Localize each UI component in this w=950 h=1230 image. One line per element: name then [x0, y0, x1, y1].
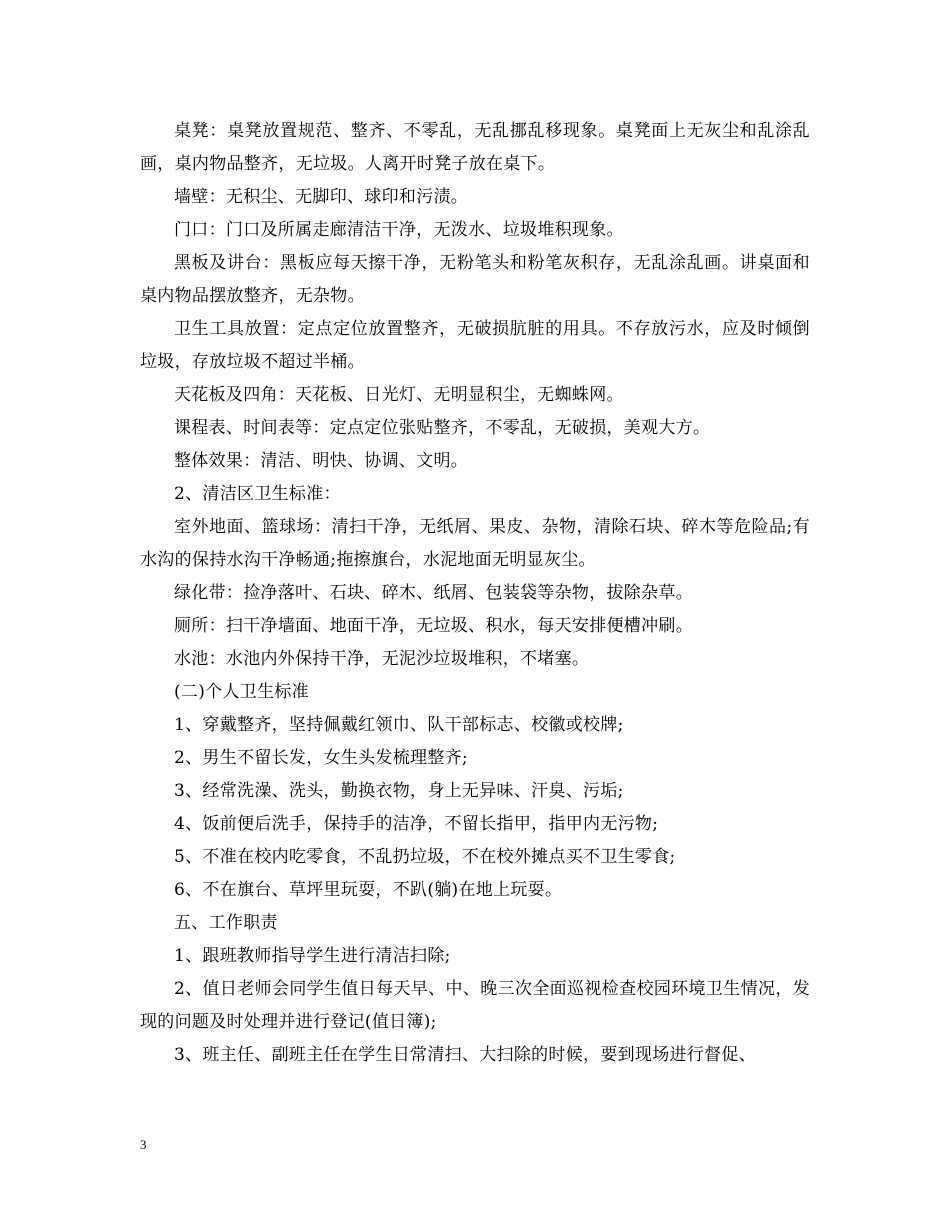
list-item: 2、值日老师会同学生值日每天早、中、晚三次全面巡视检查校园环境卫生情况，发现的问题及时处理并进行登记(值日簿);: [140, 979, 810, 1032]
paragraph: 门口：门口及所属走廊清洁干净，无泼水、垃圾堆积现象。: [174, 220, 624, 240]
list-item: 4、饭前便后洗手，保持手的洁净，不留长指甲，指甲内无污物;: [174, 814, 659, 834]
page-number: 3: [140, 1137, 147, 1152]
paragraph: 整体效果：清洁、明快、协调、文明。: [174, 451, 469, 471]
document-body: [140, 115, 810, 1072]
list-item: 1、穿戴整齐，坚持佩戴红领巾、队干部标志、校徽或校牌;: [174, 715, 624, 735]
paragraph: 墙壁：无积尘、无脚印、球印和污渍。: [174, 187, 469, 207]
list-item: 1、跟班教师指导学生进行清洁扫除;: [174, 946, 451, 966]
list-item: 3、经常洗澡、洗头，勤换衣物，身上无异味、汗臭、污垢;: [174, 781, 624, 801]
list-item: 6、不在旗台、草坪里玩耍，不趴(躺)在地上玩耍。: [174, 880, 563, 900]
paragraph: 水池：水池内外保持干净，无泥沙垃圾堆积，不堵塞。: [174, 649, 590, 669]
section-heading: 五、工作职责: [174, 913, 278, 933]
paragraph: 绿化带：捡净落叶、石块、碎木、纸屑、包装袋等杂物，拔除杂草。: [174, 583, 693, 603]
list-item: 2、男生不留长发，女生头发梳理整齐;: [174, 748, 468, 768]
list-item: 5、不准在校内吃零食，不乱扔垃圾，不在校外摊点买不卫生零食;: [174, 847, 676, 867]
paragraph: 课程表、时间表等：定点定位张贴整齐，不零乱，无破损，美观大方。: [174, 418, 711, 438]
paragraph: 厕所：扫干净墙面、地面干净，无垃圾、积水，每天安排便槽冲刷。: [174, 616, 693, 636]
list-item: 3、班主任、副班主任在学生日常清扫、大扫除的时候，要到现场进行督促、: [174, 1045, 757, 1065]
paragraph: 卫生工具放置：定点定位放置整齐，无破损肮脏的用具。不存放污水，应及时倾倒垃圾，存放垃圾不超过半桶。: [140, 319, 810, 372]
paragraph: 黑板及讲台：黑板应每天擦干净，无粉笔头和粉笔灰积存，无乱涂乱画。讲桌面和桌内物品摆放整齐，无杂物。: [140, 253, 810, 306]
paragraph: 天花板及四角：天花板、日光灯、无明显积尘，无蜘蛛网。: [174, 385, 624, 405]
paragraph: 桌凳：桌凳放置规范、整齐、不零乱，无乱挪乱移现象。桌凳面上无灰尘和乱涂乱画，桌内物品整齐，无垃圾。人离开时凳子放在桌下。: [140, 121, 810, 174]
section-heading: (二)个人卫生标准: [174, 682, 309, 702]
paragraph: 室外地面、篮球场：清扫干净，无纸屑、果皮、杂物，清除石块、碎木等危险品;有水沟的保持水沟干净畅通;拖擦旗台，水泥地面无明显灰尘。: [140, 517, 810, 570]
section-heading: 2、清洁区卫生标准：: [174, 484, 341, 504]
